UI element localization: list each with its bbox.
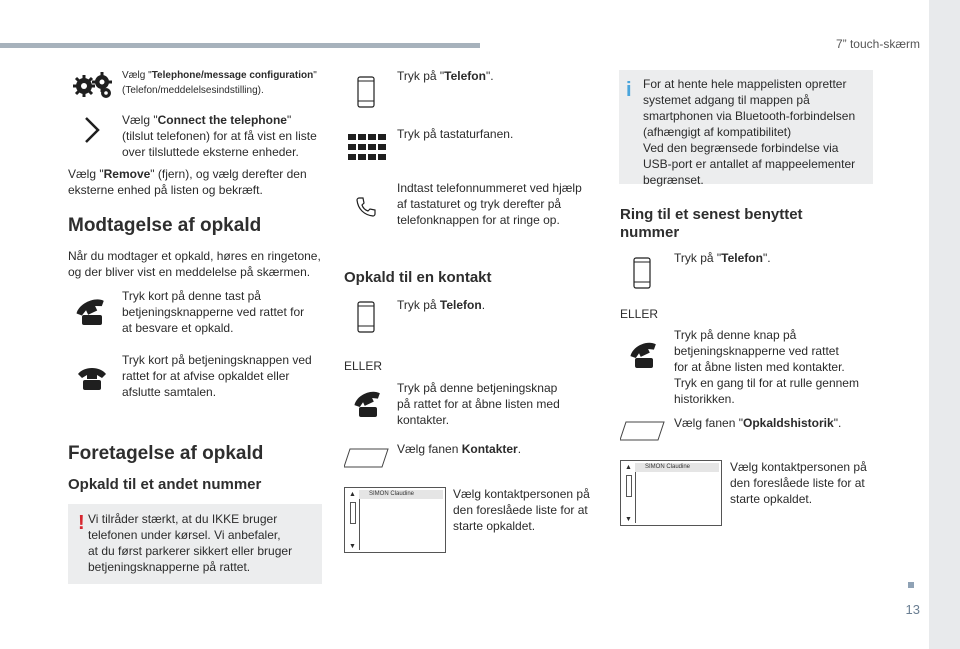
smartphone-icon bbox=[357, 76, 375, 108]
keypad-instruction: Tryk på tastaturfanen. bbox=[397, 127, 514, 141]
heading-recent-number: Ring til et senest benyttet nummer bbox=[620, 206, 803, 241]
connect-instruction: Vælg "Connect the telephone" (tilslut telefonen) for at få vist en liste over tilsluttede eksterne enheder. bbox=[122, 113, 317, 159]
warning-box bbox=[68, 504, 322, 584]
top-rule bbox=[0, 43, 480, 48]
scroll-down-icon: ▼ bbox=[625, 516, 632, 523]
phone-tab-instruction-3: Tryk på "Telefon". bbox=[674, 251, 771, 265]
phone-tab-instruction-2: Tryk på Telefon. bbox=[397, 298, 486, 312]
info-box bbox=[619, 70, 873, 187]
phone-tab-instruction: Tryk på "Telefon". bbox=[397, 69, 494, 83]
contacts-tab-icon bbox=[344, 448, 390, 473]
keypad-icon bbox=[348, 134, 386, 160]
steering-call-button-icon bbox=[352, 389, 384, 419]
page-edge-band bbox=[929, 0, 960, 649]
heading-call-contact: Opkald til en kontakt bbox=[344, 269, 492, 286]
chevron-right-icon bbox=[84, 116, 100, 144]
handset-icon bbox=[355, 196, 377, 218]
contact-list-thumbnail bbox=[620, 460, 722, 526]
wheel-contacts-instruction: Tryk på denne betjeningsknap på rattet for at åbne listen med kontakter. bbox=[397, 381, 560, 427]
or-label: ELLER bbox=[344, 359, 383, 373]
scrollbar bbox=[350, 502, 356, 524]
scroll-down-icon: ▼ bbox=[349, 543, 356, 550]
scroll-up-icon: ▲ bbox=[349, 491, 356, 498]
history-tab-instruction: Vælg fanen "Opkaldshistorik". bbox=[674, 416, 842, 430]
warning-icon: ! bbox=[78, 512, 85, 534]
wheel-history-instruction: Tryk på denne knap på betjeningsknapperne ved rattet for at åbne listen med kontakter. Tryk en gang til for at rulle gennem historikken. bbox=[674, 328, 859, 406]
contact-list-thumbnail bbox=[344, 487, 446, 553]
contact-row: SIMON Claudine bbox=[359, 490, 443, 499]
remove-instruction: Vælg "Remove" (fjern), og vælg derefter den eksterne enhed på listen og bekræft. bbox=[68, 167, 307, 197]
pick-contact-instruction: Vælg kontaktpersonen på den foreslåede liste for at starte opkaldet. bbox=[453, 487, 590, 533]
info-text: For at hente hele mappelisten opretter systemet adgang til mappen på smartphonen via Bluetooth-forbindelsen (afhængigt af kompatibilitet) Ved den begrænsede forbindelse via USB-port er antallet af mappeelementer begrænset. bbox=[643, 77, 856, 187]
page-marker bbox=[908, 582, 914, 588]
hangup-phone-icon bbox=[76, 364, 108, 392]
warning-text: Vi tilråder stærkt, at du IKKE bruger telefonen under kørsel. Vi anbefaler, at du først parkerer sikkert eller bruger betjeningsknapperne på rattet. bbox=[88, 512, 293, 574]
dial-instruction: Indtast telefonnummeret ved hjælp af tastaturet og tryk derefter på telefonknappen for at ringe op. bbox=[397, 181, 582, 227]
receive-text: Når du modtager et opkald, høres en ringetone, og der bliver vist en meddelelse på skærmen. bbox=[68, 249, 321, 279]
config-instruction: Vælg "Telephone/message configuration" (Telefon/meddelelsesindstilling). bbox=[122, 70, 317, 96]
info-icon: i bbox=[626, 79, 632, 101]
scrollbar bbox=[626, 475, 632, 497]
answer-instruction: Tryk kort på denne tast på betjeningsknapperne ved rattet for at besvare et opkald. bbox=[122, 289, 305, 335]
heading-receive-call: Modtagelse af opkald bbox=[68, 215, 262, 236]
heading-make-call: Foretagelse af opkald bbox=[68, 443, 264, 464]
page-number: 13 bbox=[905, 602, 920, 617]
steering-call-button-icon bbox=[628, 340, 660, 370]
reject-instruction: Tryk kort på betjeningsknappen ved rattet for at afvise opkaldet eller afslutte samtalen. bbox=[122, 353, 312, 399]
smartphone-icon bbox=[633, 257, 651, 289]
settings-gears-icon bbox=[72, 72, 116, 100]
section-header: 7” touch-skærm bbox=[835, 37, 920, 51]
smartphone-icon bbox=[357, 301, 375, 333]
contacts-tab-instruction: Vælg fanen Kontakter. bbox=[397, 442, 522, 456]
contact-row: SIMON Claudine bbox=[635, 463, 719, 472]
heading-call-other-number: Opkald til et andet nummer bbox=[68, 476, 262, 493]
scroll-up-icon: ▲ bbox=[625, 464, 632, 471]
pick-contact-instruction: Vælg kontaktpersonen på den foreslåede liste for at starte opkaldet. bbox=[730, 460, 867, 506]
history-tab-icon bbox=[620, 421, 666, 446]
answer-phone-icon bbox=[74, 297, 108, 327]
or-label: ELLER bbox=[620, 307, 659, 321]
